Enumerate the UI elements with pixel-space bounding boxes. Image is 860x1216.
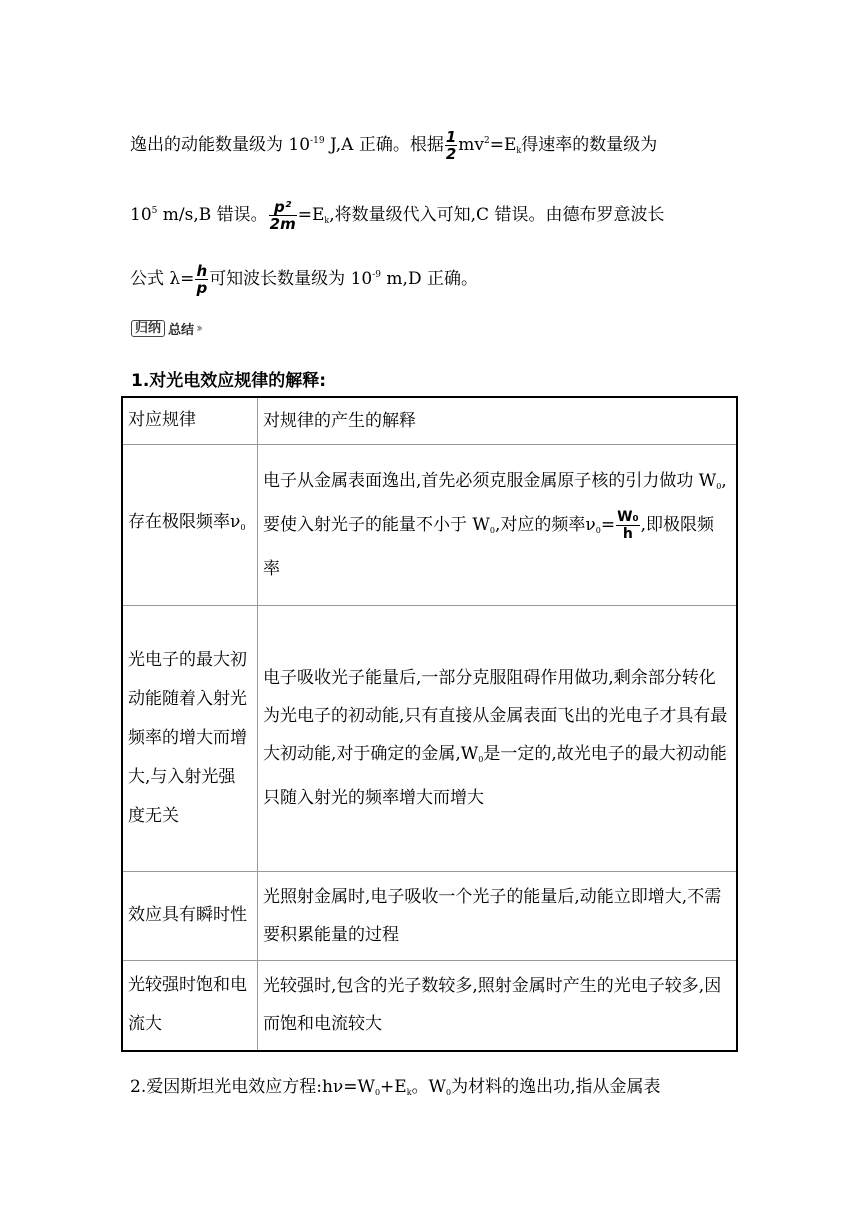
- paragraph-line-1: 逸出的动能数量级为 $10^{-19}$ J,A 正确。根据 $\frac{1}{2}$ $mv^2=E_k$得速率的数量级为: [130, 128, 658, 163]
- photoelectric-rules-table: [121, 396, 738, 1052]
- explanation-cell: 电子吸收光子能量后,一部分克服阻碍作用做功,剩余部分转化为光电子的初动能,只有直接从金属表面飞出的光电子才具有最大初动能,对于确定的金属$,W_0$是一定的,故光电子的最大初动能只随入射光的频率增大而增大: [258, 605, 738, 871]
- explanation-cell: 电子从金属表面逸出,首先必须克服金属原子核的引力做功 $W_0$,要使入射光子的能量不小于 $W_0$,对应的频率$\nu_0=$ $\frac{\text{W₀}}{h}$ ,即极限频率: [258, 444, 738, 605]
- einstein-equation-paragraph: 2.爱因斯坦光电效应方程$:h\nu=W_0+E_k$。$W_0$为材料的逸出功,指从金属表: [130, 1077, 661, 1097]
- law-cell: 效应具有瞬时性: [122, 871, 258, 960]
- explanation-cell: 光较强时,包含的光子数较多,照射金属时产生的光电子较多,因而饱和电流较大: [258, 960, 738, 1051]
- fraction-w0-over-h: $\frac{\text{W₀}}{h}$: [617, 508, 639, 542]
- table-row: [122, 960, 737, 1051]
- summary-badge: 归纳 总结 ››: [131, 318, 200, 338]
- fraction-one-half: $\frac{1}{2}$: [445, 128, 457, 163]
- law-cell: 光电子的最大初动能随着入射光频率的增大而增大,与入射光强度无关: [122, 605, 258, 871]
- fraction-h-over-p: $\frac{h}{p}$: [196, 262, 208, 297]
- header-explanation: 对规律的产生的解释: [258, 397, 738, 444]
- header-law: 对应规律: [122, 397, 258, 444]
- explanation-cell: 光照射金属时,电子吸收一个光子的能量后,动能立即增大,不需要积累能量的过程: [258, 871, 738, 960]
- table-row: [122, 444, 737, 605]
- double-chevron-icon: ››: [196, 321, 200, 335]
- fraction-p-squared-over-2m: $\frac{\text{p²}}{2m}$: [269, 198, 296, 233]
- table-row: [122, 871, 737, 960]
- section-heading: 1.对光电效应规律的解释:: [131, 371, 327, 391]
- table-row: [122, 605, 737, 871]
- paragraph-line-2: $10^5$ m/s,B 错误。 $\frac{\text{p²}}{2m}$ $=E_k$,将数量级代入可知,C 错误。由德布罗意波长: [130, 198, 665, 233]
- law-cell: 存在极限频率$\nu_0$: [122, 444, 258, 605]
- law-cell: 光较强时饱和电流大: [122, 960, 258, 1051]
- table-header-row: [122, 397, 737, 444]
- paragraph-line-3: 公式 λ= $\frac{h}{p}$ 可知波长数量级为 $10^{-9}$ m,D 正确。: [130, 262, 478, 297]
